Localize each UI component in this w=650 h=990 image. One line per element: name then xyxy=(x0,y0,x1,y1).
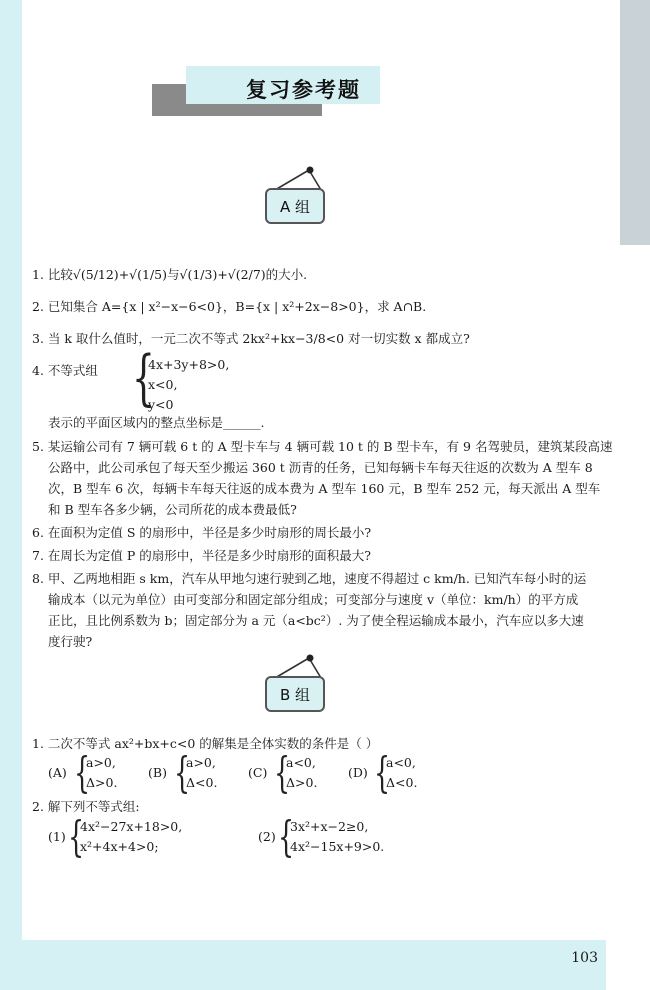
option-b-line-1: a>0, xyxy=(186,755,216,770)
option-a-label: (A) xyxy=(48,765,67,780)
group-a-sign xyxy=(265,166,329,228)
group-b-sign xyxy=(265,654,329,716)
option-a-line-2: Δ>0. xyxy=(86,775,118,790)
option-c-label: (C) xyxy=(248,765,268,780)
option-a-line-1: a>0, xyxy=(86,755,116,770)
b2-part-2-label: (2) xyxy=(258,829,276,844)
option-c-line-1: a<0, xyxy=(286,755,316,770)
page-title: 复习参考题 xyxy=(246,78,361,102)
option-c-brace: { xyxy=(274,748,291,797)
option-d-line-1: a<0, xyxy=(386,755,416,770)
question-a8-line-2: 输成本（以元为单位）由可变部分和固定部分组成；可变部分与速度 v（单位：km/h）的平方成 xyxy=(48,592,579,607)
option-c-line-2: Δ>0. xyxy=(286,775,318,790)
question-a3: 3. 当 k 取什么值时，一元二次不等式 2kx²+kx−3/8<0 对一切实数 x 都成立? xyxy=(32,331,470,346)
question-a2: 2. 已知集合 A={x | x²−x−6<0}，B={x | x²+2x−8>0}，求 A∩B. xyxy=(32,299,427,314)
b2-part-1-line-2: x²+4x+4>0; xyxy=(80,839,159,854)
question-a6: 6. 在面积为定值 S 的扇形中，半径是多少时扇形的周长最小? xyxy=(32,525,372,540)
option-b-line-2: Δ<0. xyxy=(186,775,218,790)
question-a8-line-3: 正比，且比例系数为 b；固定部分为 a 元（a<bc²）. 为了使全程运输成本最小，汽车应以多大速 xyxy=(48,613,584,628)
a4-line-2: x<0, xyxy=(148,377,178,392)
option-b-label: (B) xyxy=(148,765,167,780)
question-a5-line-1: 5. 某运输公司有 7 辆可载 6 t 的 A 型卡车与 4 辆可载 10 t 的 B 型卡车，有 9 名驾驶员，建筑某段高速 xyxy=(32,439,613,454)
b2-part-2-line-2: 4x²−15x+9>0. xyxy=(290,839,385,854)
question-a5-line-2: 公路中，此公司承包了每天至少搬运 360 t 沥青的任务，已知每辆卡车每天往返的次数为 A 型车 8 xyxy=(48,460,593,475)
system-brace: { xyxy=(132,343,155,413)
question-a1: 1. 比较√(5/12)+√(1/5)与√(1/3)+√(2/7)的大小. xyxy=(32,267,308,282)
option-a-brace: { xyxy=(74,748,91,797)
b2-part-1-brace: { xyxy=(68,812,85,861)
question-a8-line-4: 度行驶? xyxy=(48,634,93,649)
option-d-label: (D) xyxy=(348,765,368,780)
question-a4: 4. 不等式组 xyxy=(32,363,98,378)
question-a8-line-1: 8. 甲、乙两地相距 s km，汽车从甲地匀速行驶到乙地，速度不得超过 c km/h. 已知汽车每小时的运 xyxy=(32,571,587,586)
group-a-label: A 组 xyxy=(265,188,325,224)
question-b1: 1. 二次不等式 ax²+bx+c<0 的解集是全体实数的条件是（ ） xyxy=(32,736,379,751)
a4-line-1: 4x+3y+8>0, xyxy=(148,357,230,372)
question-a5-line-4: 和 B 型车各多少辆，公司所花的成本费最低? xyxy=(48,502,297,517)
option-b-brace: { xyxy=(174,748,191,797)
b2-part-1-label: (1) xyxy=(48,829,66,844)
page-number: 103 xyxy=(571,950,598,966)
b2-part-2-line-1: 3x²+x−2≥0, xyxy=(290,819,369,834)
b2-part-2-brace: { xyxy=(278,812,295,861)
question-a5-line-3: 次，B 型车 6 次，每辆卡车每天往返的成本费为 A 型车 160 元，B 型车 252 元，每天派出 A 型车 xyxy=(48,481,601,496)
right-edge-band xyxy=(620,0,650,245)
b2-part-1-line-1: 4x²−27x+18>0, xyxy=(80,819,183,834)
a4-line-3: y<0 xyxy=(148,397,174,412)
option-d-line-2: Δ<0. xyxy=(386,775,418,790)
question-b2: 2. 解下列不等式组: xyxy=(32,799,140,814)
option-d-brace: { xyxy=(374,748,391,797)
question-a7: 7. 在周长为定值 P 的扇形中，半径是多少时扇形的面积最大? xyxy=(32,548,371,563)
a4-tail: 表示的平面区域内的整点坐标是______. xyxy=(48,415,265,430)
group-b-label: B 组 xyxy=(265,676,325,712)
